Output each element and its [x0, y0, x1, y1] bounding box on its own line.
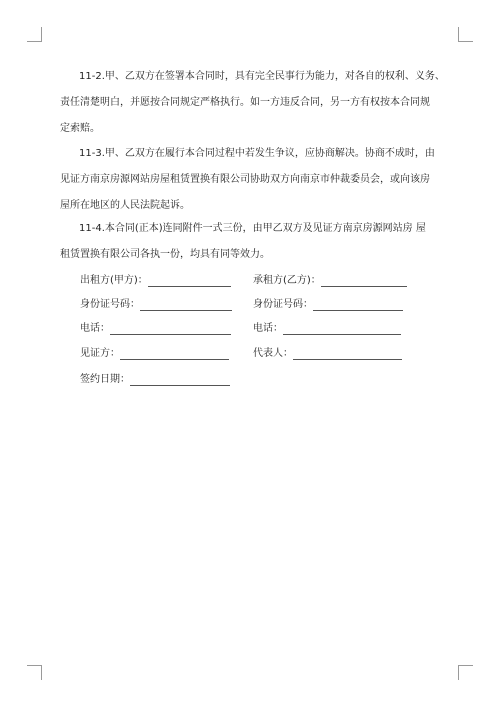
lessor-id-field [80, 295, 232, 315]
crop-mark-top-right [458, 27, 473, 42]
crop-mark-top-left [27, 27, 42, 42]
crop-mark-bottom-left [27, 665, 42, 680]
witness-label: 见证方： [80, 348, 120, 359]
representative-field [253, 344, 402, 364]
clause-line: 见证方南京房源网站房屋租赁置换有限公司协助双方向南京市仲裁委员会，或向该房 [60, 174, 430, 185]
clause-11-4 [60, 216, 460, 268]
representative-line[interactable] [293, 345, 402, 360]
lessor-label: 出租方(甲方)： [80, 275, 148, 286]
clause-line: 11-4.本合同(正本)连同附件一式三份，由甲乙双方及见证方南京房源网站房 屋 [79, 223, 426, 234]
lessee-id-line[interactable] [313, 296, 403, 311]
lessor-id-label: 身份证号码： [80, 299, 140, 310]
lessor-signature-line[interactable] [148, 272, 231, 287]
lessee-field [253, 271, 407, 291]
lessee-id-field [253, 295, 403, 315]
lessee-label: 承租方(乙方)： [253, 275, 321, 286]
clause-line: 责任清楚明白，并愿按合同规定严格执行。如一方违反合同，另一方有权按本合同规 [60, 97, 430, 108]
date-label: 签约日期： [80, 374, 130, 385]
clause-11-2 [60, 64, 460, 142]
lessee-signature-line[interactable] [321, 272, 407, 287]
lessor-phone-field [80, 319, 231, 339]
lessor-phone-label: 电话： [80, 323, 110, 334]
date-field [80, 370, 230, 390]
lessor-field [80, 271, 231, 291]
lessor-phone-line[interactable] [110, 320, 231, 335]
lessee-id-label: 身份证号码： [253, 299, 313, 310]
lessor-id-line[interactable] [140, 296, 232, 311]
clause-line: 11-2.甲、乙双方在签署本合同时，具有完全民事行为能力，对各自的权利、义务、 [79, 71, 445, 82]
clause-line: 屋所在地区的人民法院起诉。 [60, 200, 190, 211]
witness-field [80, 344, 229, 364]
lessee-phone-line[interactable] [283, 320, 401, 335]
representative-label: 代表人： [253, 348, 293, 359]
clause-11-3 [60, 141, 460, 219]
date-line[interactable] [130, 371, 230, 386]
lessee-phone-label: 电话： [253, 323, 283, 334]
clause-line: 定索赔。 [60, 123, 100, 134]
lessee-phone-field [253, 319, 401, 339]
clause-line: 11-3.甲、乙双方在履行本合同过程中若发生争议，应协商解决。协商不成时，由 [79, 148, 435, 159]
witness-line[interactable] [120, 345, 229, 360]
clause-line: 租赁置换有限公司各执一份，均具有同等效力。 [60, 249, 270, 260]
crop-mark-bottom-right [458, 665, 473, 680]
